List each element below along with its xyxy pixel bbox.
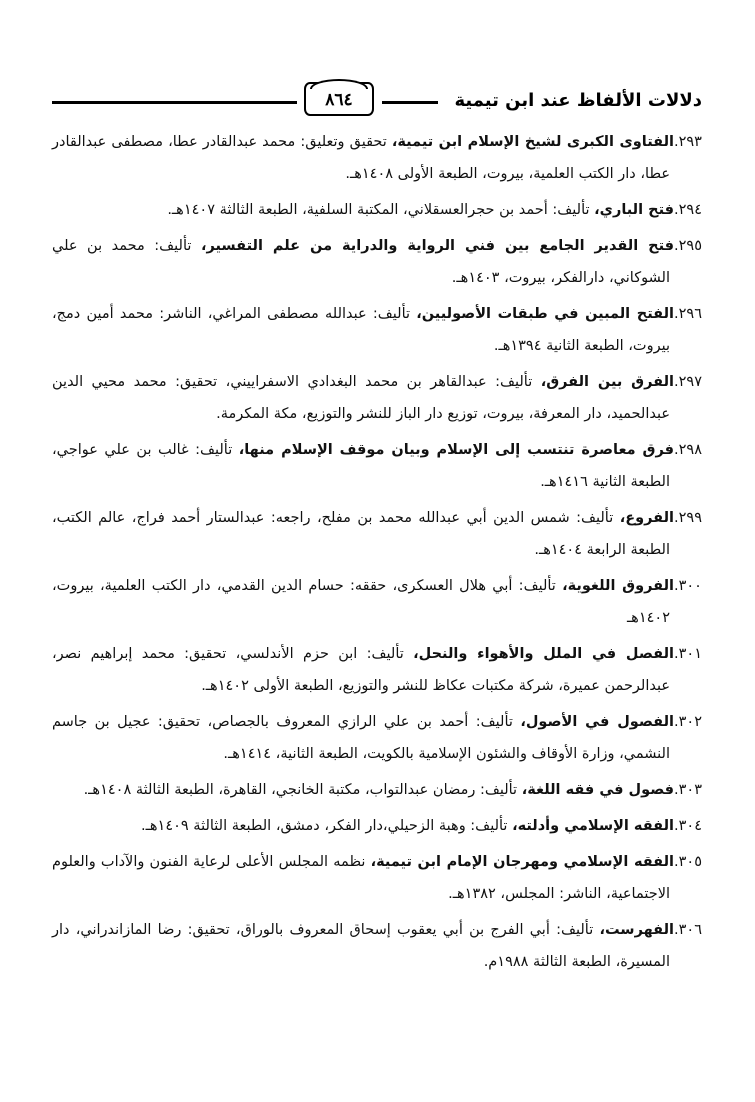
entry-number: ٢٩٣.: [674, 134, 702, 150]
entry-title: الفروع،: [619, 510, 675, 526]
bibliography-entry: [52, 230, 702, 294]
entry-title: الفصل في الملل والأهواء والنحل،: [413, 646, 675, 662]
entry-title: فرق معاصرة تنتسب إلى الإسلام وبيان موقف الإسلام منها،: [238, 442, 675, 458]
entry-number: ٣٠٦.: [674, 922, 702, 938]
entry-number: ٢٩٩.: [674, 510, 702, 526]
entry-details: تأليف: غالب بن علي عواجي، الطبعة الثانية ١٤١٦هـ.: [52, 442, 670, 490]
bibliography-entry: [52, 502, 702, 566]
bibliography-entry: [52, 126, 702, 190]
entry-details: تأليف: أبي الفرج بن أبي يعقوب إسحاق المعروف بالوراق، تحقيق: رضا المازاندراني، دار المسيرة، الطبعة الثالثة ١٩٨٨م.: [52, 922, 670, 970]
entry-title: فتح القدير الجامع بين فني الرواية والدراية من علم التفسير،: [200, 238, 675, 254]
entry-title: الفرق بين الفرق،: [540, 374, 675, 390]
entry-number: ٣٠١.: [674, 646, 702, 662]
entry-title: الفهرست،: [599, 922, 675, 938]
entry-number: ٢٩٧.: [674, 374, 703, 390]
entry-number: ٢٩٥.: [674, 238, 702, 254]
entry-number: ٢٩٤.: [674, 202, 702, 218]
bibliography-entry: [52, 846, 702, 910]
entry-details: تحقيق وتعليق: محمد عبدالقادر عطا، مصطفى عبدالقادر عطا، دار الكتب العلمية، بيروت، الطبعة الأولى ١٤٠٨هـ.: [52, 134, 670, 182]
bibliography-list: [52, 126, 702, 982]
entry-number: ٢٩٦.: [674, 306, 702, 322]
entry-title: الفقه الإسلامي ومهرجان الإمام ابن تيمية،: [370, 854, 675, 870]
entry-title: الفتح المبين في طبقات الأصوليين،: [416, 306, 675, 322]
entry-details: تأليف: أحمد بن علي الرازي المعروف بالجصاص، تحقيق: عجيل بن جاسم النشمي، وزارة الأوقاف والشئون الإسلامية بالكويت، الطبعة الثانية، ١٤١٤هـ.: [52, 714, 670, 762]
bibliography-entry: [52, 434, 702, 498]
entry-number: ٣٠٣.: [674, 782, 702, 798]
entry-details: تأليف: وهبة الزحيلي،دار الفكر، دمشق، الطبعة الثالثة ١٤٠٩هـ.: [141, 818, 513, 834]
bibliography-entry: [52, 638, 702, 702]
entry-details: تأليف: شمس الدين أبي عبدالله محمد بن مفلح، راجعه: عبدالستار أحمد فراج، عالم الكتب، الطبعة الرابعة ١٤٠٤هـ.: [52, 510, 670, 558]
entry-details: تأليف: محمد بن علي الشوكاني، دارالفكر، بيروت، ١٤٠٣هـ.: [52, 238, 670, 286]
entry-number: ٣٠٠.: [674, 578, 702, 594]
entry-number: ٣٠٥.: [674, 854, 703, 870]
entry-details: تأليف: أبي هلال العسكرى، حققه: حسام الدين القدمي، دار الكتب العلمية، بيروت، ١٤٠٢هـ: [52, 578, 670, 626]
entry-title: فتح الباري،: [594, 202, 675, 218]
bibliography-entry: [52, 914, 702, 978]
entry-details: تأليف: ابن حزم الأندلسي، تحقيق: محمد إبراهيم نصر، عبدالرحمن عميرة، شركة مكتبات عكاظ للنشر والتوزيع، الطبعة الأولى ١٤٠٢هـ.: [52, 646, 670, 694]
entry-details: تأليف: عبدالله مصطفى المراغي، الناشر: محمد أمين دمج، بيروت، الطبعة الثانية ١٣٩٤هـ.: [52, 306, 670, 354]
bibliography-entry: [52, 810, 702, 842]
entry-details: نظمه المجلس الأعلى لرعاية الفنون والآداب والعلوم الاجتماعية، الناشر: المجلس، ١٣٨٢هـ.: [52, 854, 670, 902]
entry-title: الفروق اللغوية،: [562, 578, 674, 594]
running-title: دلالات الألفاظ عند ابن تيمية: [454, 90, 702, 111]
bibliography-entry: [52, 706, 702, 770]
bibliography-entry: [52, 774, 702, 806]
entry-details: تأليف: رمضان عبدالتواب، مكتبة الخانجي، القاهرة، الطبعة الثالثة ١٤٠٨هـ.: [83, 782, 522, 798]
entry-number: ٢٩٨.: [674, 442, 703, 458]
entry-title: فصول في فقه اللغة،: [521, 782, 675, 798]
page-number: ٨٦٤: [325, 90, 353, 110]
header-rule-right: [382, 101, 438, 104]
bibliography-entry: [52, 194, 702, 226]
running-header: [52, 78, 702, 118]
page-number-frame: [304, 82, 374, 116]
entry-title: الفتاوى الكبرى لشيخ الإسلام ابن تيمية،: [391, 134, 674, 150]
entry-title: الفصول في الأصول،: [520, 714, 675, 730]
entry-number: ٣٠٢.: [674, 714, 703, 730]
bibliography-entry: [52, 298, 702, 362]
bibliography-entry: [52, 570, 702, 634]
header-rule-left: [52, 101, 297, 104]
entry-title: الفقه الإسلامي وأدلته،: [512, 818, 675, 834]
bibliography-entry: [52, 366, 702, 430]
entry-details: تأليف: أحمد بن حجرالعسقلاني، المكتبة السلفية، الطبعة الثالثة ١٤٠٧هـ.: [167, 202, 595, 218]
entry-number: ٣٠٤.: [674, 818, 702, 834]
entry-details: تأليف: عبدالقاهر بن محمد البغدادي الاسفراييني، تحقيق: محمد محيي الدين عبدالحميد، دار المعرفة، بيروت، توزيع دار الباز للنشر والتوزيع، مكة المكرمة.: [52, 374, 670, 422]
